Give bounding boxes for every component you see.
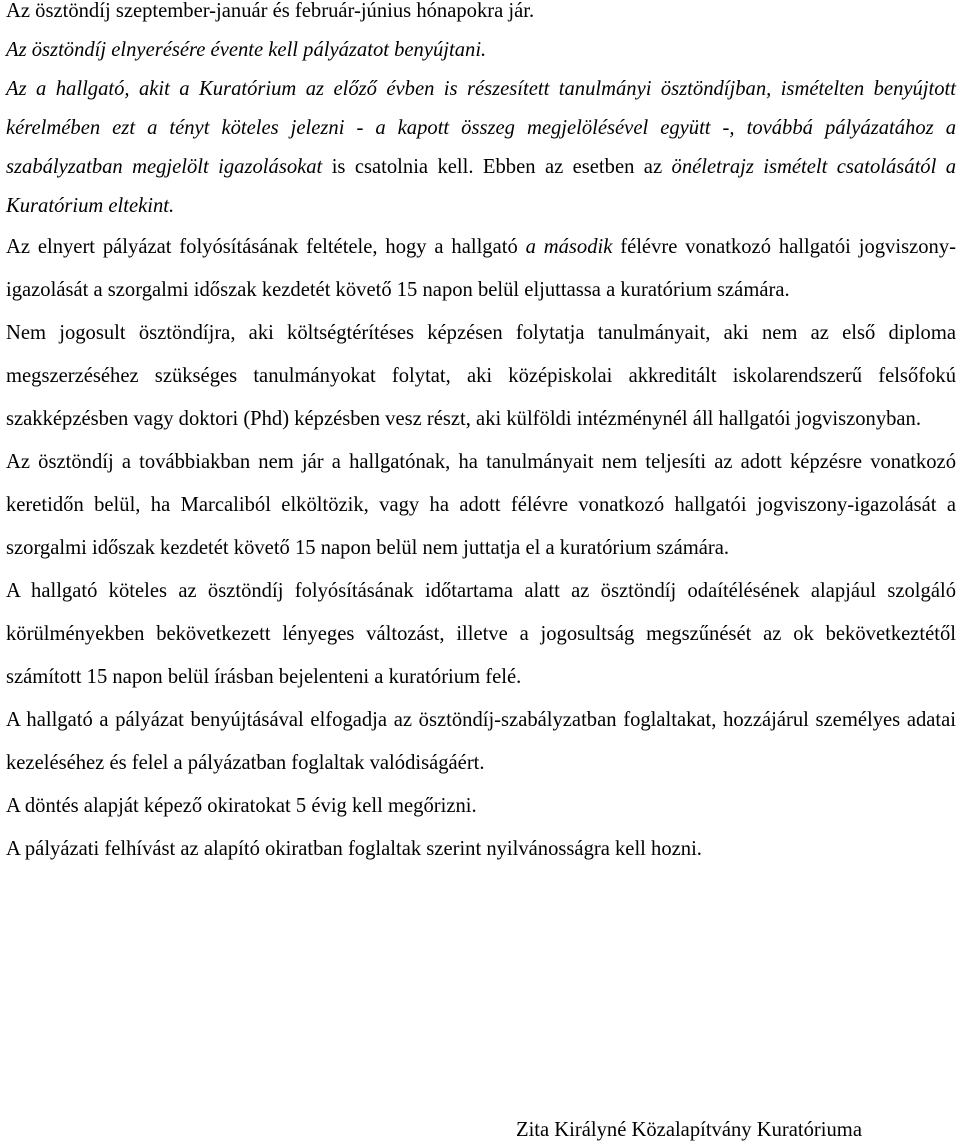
paragraph-6-text: Az ösztöndíj a továbbiakban nem jár a hallgatónak, ha tanulmányait nem teljesíti az adott képzésre vonatkozó keretidőn belül, ha Marcaliból elköltözik, vagy ha adott félévre vonatkozó hallgatói jogviszony-igazolását a szorgalmi időszak kezdetét követő 15 napon belül nem juttatja el a kuratórium számára. [6, 451, 956, 559]
paragraph-3-normal-text: is csatolnia kell. Ebben az esetben az [322, 156, 672, 178]
paragraph-4 [6, 226, 956, 312]
paragraph-2 [6, 31, 956, 70]
paragraph-7-text: A hallgató köteles az ösztöndíj folyósításának időtartama alatt az ösztöndíj odaítélésének alapjául szolgáló körülményekben bekövetkezett lényeges változást, illetve a jogosultság megszűnését az ok bekövetkeztétől számított 15 napon belül írásban bejelenteni a kuratórium felé. [6, 580, 956, 688]
paragraph-7 [6, 570, 956, 699]
paragraph-8 [6, 699, 956, 785]
paragraph-4-text-start: Az elnyert pályázat folyósításának feltétele, hogy a hallgató [6, 236, 526, 258]
paragraph-6 [6, 441, 956, 570]
paragraph-3-italic-ending: önéletrajz ismételt csatolásától a Kuratórium eltekint. [6, 156, 957, 217]
document-body [6, 0, 956, 871]
signature: Zita Királyné Közalapítvány Kuratóriuma [516, 1119, 862, 1141]
paragraph-2-text: Az ösztöndíj elnyerésére évente kell pályázatot benyújtani. [6, 39, 487, 61]
paragraph-9 [6, 785, 956, 828]
paragraph-4-text-end: félévre vonatkozó hallgatói jogviszony-igazolását a szorgalmi időszak kezdetét követő 15 napon belül eljuttassa a kuratórium számára. [6, 236, 956, 301]
paragraph-3 [6, 70, 956, 226]
paragraph-5-text: Nem jogosult ösztöndíjra, aki költségtérítéses képzésen folytatja tanulmányait, aki nem az első diploma megszerzéséhez szükséges tanulmányokat folytat, aki középiskolai akkreditált iskolarendszerű felsőfokú szakképzésben vagy doktori (Phd) képzésben vesz részt, aki külföldi intézménynél áll hallgatói jogviszonyban. [6, 322, 956, 430]
paragraph-9-text: A döntés alapját képező okiratokat 5 évig kell megőrizni. [6, 795, 477, 817]
paragraph-10 [6, 828, 956, 871]
paragraph-5 [6, 312, 956, 441]
paragraph-1-text: Az ösztöndíj szeptember-január és február-június hónapokra jár. [6, 0, 535, 22]
paragraph-10-text: A pályázati felhívást az alapító okiratban foglaltak szerint nyilvánosságra kell hozni. [6, 838, 702, 860]
paragraph-1 [6, 0, 956, 31]
paragraph-4-emphasis: a második [525, 236, 613, 258]
paragraph-3-italic-text: Az a hallgató, akit a Kuratórium az előző évben is részesített tanulmányi ösztöndíjban, ismételten benyújtott kérelmében ezt a tényt köteles jelezni - a kapott összeg megjelölésével együtt -, továbbá pályázatához a szabályzatban megjelölt igazolásokat [6, 78, 956, 178]
paragraph-8-text: A hallgató a pályázat benyújtásával elfogadja az ösztöndíj-szabályzatban foglaltakat, hozzájárul személyes adatai kezeléséhez és felel a pályázatban foglaltak valódiságáért. [6, 709, 956, 774]
